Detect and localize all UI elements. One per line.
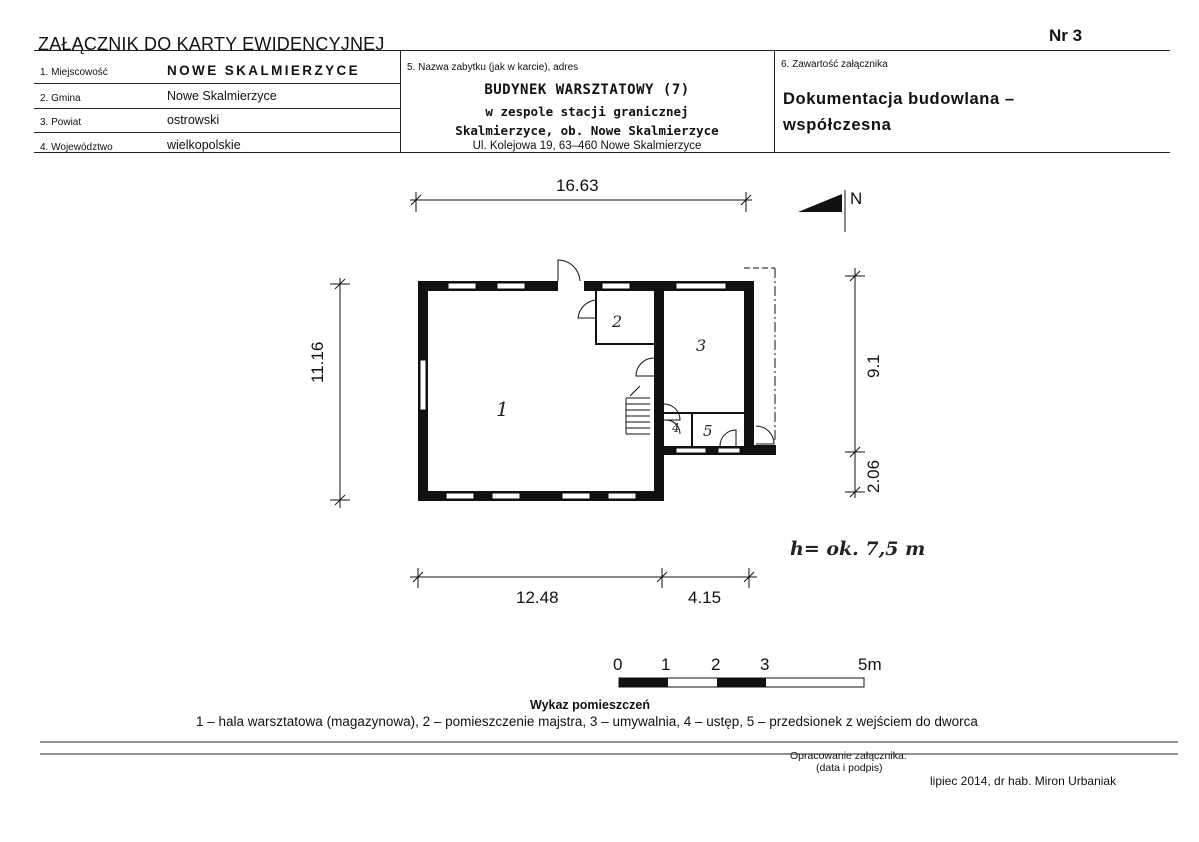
windows bbox=[420, 283, 740, 499]
powiat-value: ostrowski bbox=[167, 113, 220, 127]
door-swing bbox=[720, 430, 736, 446]
document-title: ZAŁĄCZNIK DO KARTY EWIDENCYJNEJ bbox=[38, 34, 385, 54]
prepared-label: Opracowanie załącznika: bbox=[790, 750, 907, 762]
height-note: h= ok. 7,5 m bbox=[790, 538, 926, 560]
window bbox=[608, 493, 636, 499]
window bbox=[446, 493, 474, 499]
room-5-label: 5 bbox=[703, 422, 713, 440]
wojewodztwo-label: 4. Województwo bbox=[40, 142, 113, 153]
window bbox=[676, 448, 706, 453]
signature: lipiec 2014, dr hab. Miron Urbaniak bbox=[930, 774, 1117, 788]
prepared-sublabel: (data i podpis) bbox=[816, 762, 883, 774]
scale-label-5m: 5m bbox=[858, 655, 882, 674]
wall-hall-east bbox=[654, 281, 664, 501]
wall-east-stub bbox=[754, 445, 776, 455]
window bbox=[562, 493, 590, 499]
door-swing bbox=[578, 300, 596, 318]
window bbox=[448, 283, 476, 289]
nazwa-label: 5. Nazwa zabytku (jak w karcie), adres bbox=[407, 62, 579, 73]
dimension-right-upper-label: 9.1 bbox=[864, 354, 883, 378]
room-2-label: 2 bbox=[612, 312, 623, 331]
window bbox=[718, 448, 740, 453]
stairs bbox=[626, 386, 650, 434]
partition-room-2 bbox=[596, 291, 654, 344]
dimension-top-label: 16.63 bbox=[556, 176, 599, 195]
window bbox=[676, 283, 726, 289]
dimension-right-lower-label: 2.06 bbox=[864, 459, 883, 493]
window bbox=[420, 360, 426, 410]
wall-east bbox=[744, 281, 754, 451]
wall-north-hall-left bbox=[418, 281, 558, 291]
door-swing bbox=[558, 260, 580, 281]
scale-label-3: 3 bbox=[760, 655, 770, 674]
window bbox=[497, 283, 525, 289]
dimension-left-label: 11.16 bbox=[308, 341, 327, 383]
zawartosc-label: 6. Zawartość załącznika bbox=[781, 59, 888, 70]
gmina-value: Nowe Skalmierzyce bbox=[167, 89, 277, 103]
dimension-bottom-right-label: 4.15 bbox=[688, 588, 722, 607]
door-swing bbox=[756, 426, 774, 444]
north-label: N bbox=[850, 189, 863, 208]
nazwa-subtitle: w zespole stacji granicznej bbox=[485, 104, 689, 119]
north-arrow-icon bbox=[798, 194, 842, 212]
room-3-label: 3 bbox=[696, 336, 707, 355]
nazwa-title: BUDYNEK WARSZTATOWY (7) bbox=[484, 82, 690, 98]
rooms-list: 1 – hala warsztatowa (magazynowa), 2 – pomieszczenie majstra, 3 – umywalnia, 4 – ustęp, 5 – przedsionek z wejściem do dworca bbox=[196, 714, 978, 729]
room-4-label: 4 bbox=[672, 421, 680, 435]
door-swing bbox=[636, 358, 654, 376]
room-1-label: 1 bbox=[496, 397, 509, 421]
gmina-label: 2. Gmina bbox=[40, 93, 81, 104]
scale-label-1: 1 bbox=[661, 655, 671, 674]
nazwa-address: Ul. Kolejowa 19, 63–460 Nowe Skalmierzyce bbox=[472, 140, 702, 152]
miejscowosc-label: 1. Miejscowość bbox=[40, 67, 108, 78]
powiat-label: 3. Powiat bbox=[40, 117, 82, 128]
dimension-bottom-left-label: 12.48 bbox=[516, 588, 559, 607]
scale-bar bbox=[619, 678, 864, 687]
scale-label-0: 0 bbox=[613, 655, 623, 674]
zawartosc-line2: współczesna bbox=[783, 116, 892, 134]
attachment-number: Nr 3 bbox=[1049, 26, 1083, 45]
miejscowosc-value: NOWE SKALMIERZYCE bbox=[167, 63, 361, 78]
rooms-list-title: Wykaz pomieszczeń bbox=[530, 698, 650, 712]
nazwa-location: Skalmierzyce, ob. Nowe Skalmierzyce bbox=[455, 123, 719, 138]
scale-label-2: 2 bbox=[711, 655, 721, 674]
wojewodztwo-value: wielkopolskie bbox=[167, 138, 241, 152]
window bbox=[492, 493, 520, 499]
zawartosc-line1: Dokumentacja budowlana – bbox=[783, 90, 1015, 108]
window bbox=[602, 283, 630, 289]
